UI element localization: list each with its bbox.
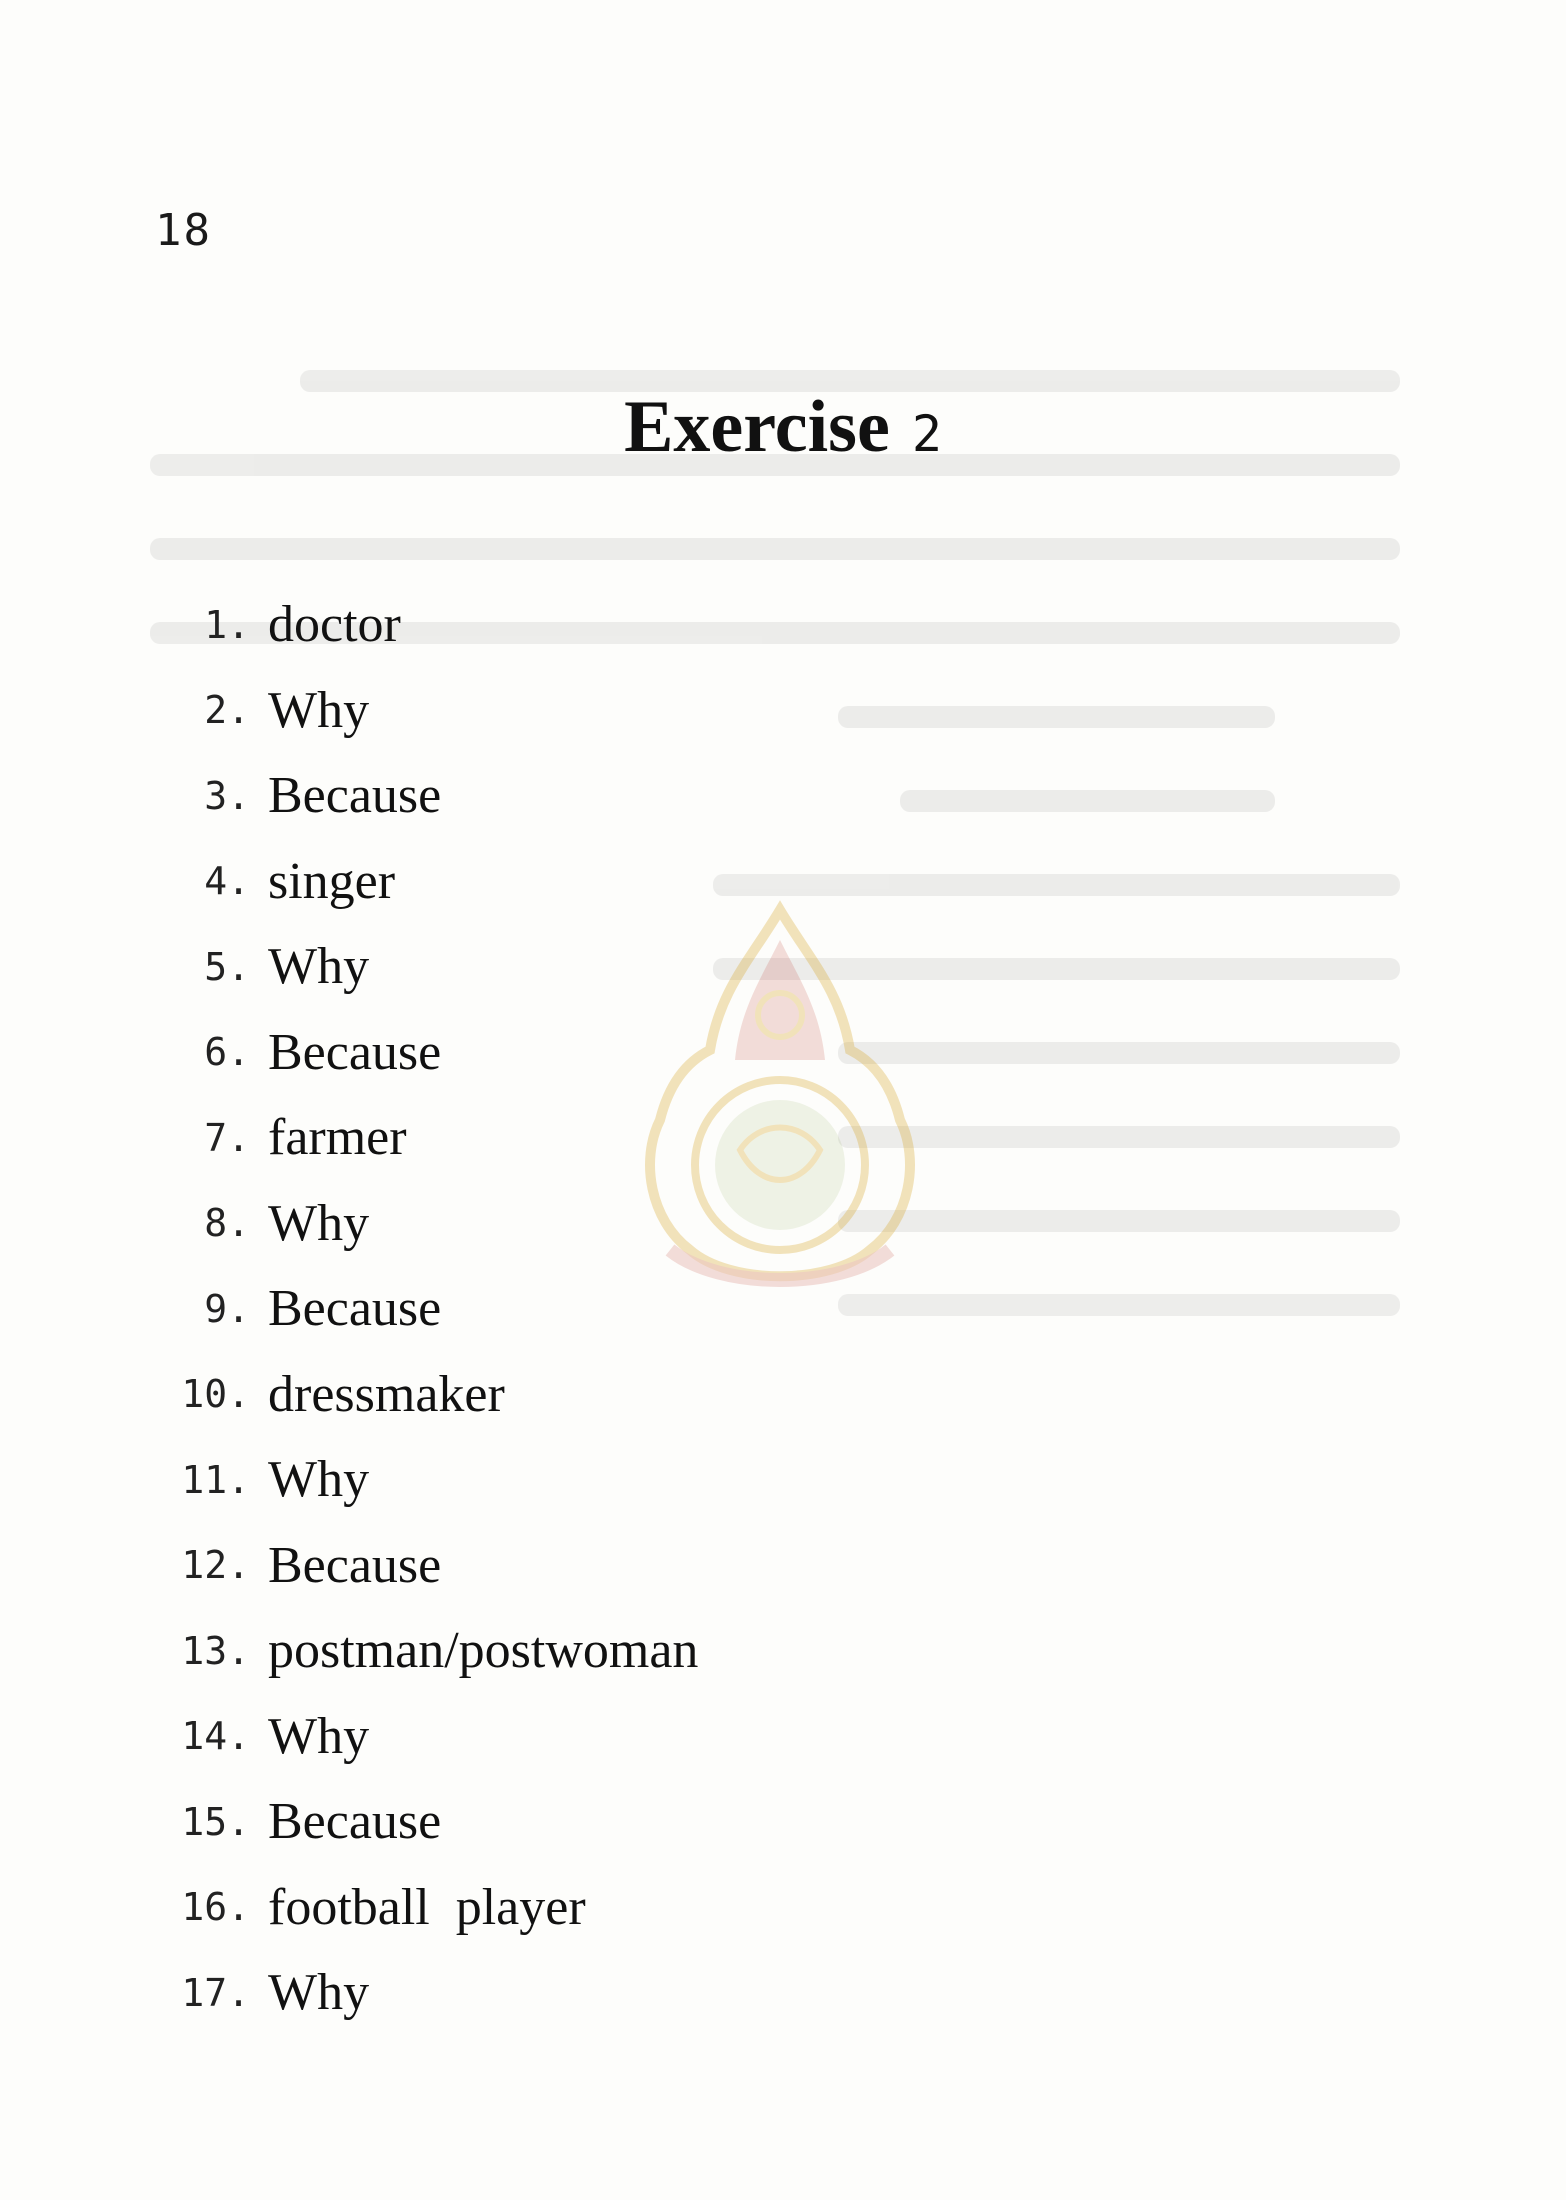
item-number: 16.	[181, 1885, 250, 1930]
list-item	[150, 582, 698, 668]
item-number: 12.	[181, 1543, 250, 1588]
item-text: Why	[268, 681, 370, 739]
list-item	[150, 668, 698, 754]
item-text: Why	[268, 938, 370, 996]
item-text: Why	[268, 1451, 370, 1509]
list-item	[150, 924, 698, 1010]
list-item	[150, 839, 698, 925]
item-text: Why	[268, 1194, 370, 1252]
list-item	[150, 1950, 698, 2036]
list-item	[150, 1523, 698, 1609]
item-text: Because	[268, 767, 442, 825]
page-title	[0, 385, 1566, 470]
title-word: Exercise	[624, 386, 890, 468]
item-text: Because	[268, 1793, 442, 1851]
item-text: Why	[268, 1964, 370, 2022]
list-item	[150, 753, 698, 839]
item-number: 2.	[204, 688, 250, 733]
item-text: Because	[268, 1280, 442, 1338]
list-item	[150, 1608, 698, 1694]
list-item	[150, 1694, 698, 1780]
item-number: 17.	[181, 1970, 250, 2015]
item-number: 15.	[181, 1799, 250, 1844]
item-number: 6.	[204, 1030, 250, 1075]
list-item	[150, 1266, 698, 1352]
item-text: Why	[268, 1707, 370, 1765]
item-number: 10.	[181, 1372, 250, 1417]
list-item	[150, 1865, 698, 1951]
list-item	[150, 1352, 698, 1438]
item-number: 13.	[181, 1628, 250, 1673]
item-number: 1.	[204, 602, 250, 647]
item-number: 11.	[181, 1457, 250, 1502]
item-text: doctor	[268, 596, 401, 654]
title-number: 2	[911, 405, 942, 463]
item-text: Because	[268, 1536, 442, 1594]
item-number: 8.	[204, 1201, 250, 1246]
item-text: postman/postwoman	[268, 1622, 699, 1680]
list-item	[150, 1010, 698, 1096]
item-text: football player	[268, 1878, 586, 1936]
item-number: 5.	[204, 944, 250, 989]
item-number: 7.	[204, 1115, 250, 1160]
list-item	[150, 1095, 698, 1181]
page-number: 18	[155, 205, 212, 256]
item-text: dressmaker	[268, 1365, 505, 1423]
item-number: 14.	[181, 1714, 250, 1759]
item-number: 3.	[204, 773, 250, 818]
list-item	[150, 1779, 698, 1865]
item-text: farmer	[268, 1109, 407, 1167]
item-number: 4.	[204, 859, 250, 904]
list-item	[150, 1181, 698, 1267]
list-item	[150, 1437, 698, 1523]
answer-list	[150, 582, 698, 2036]
item-text: Because	[268, 1023, 442, 1081]
item-number: 9.	[204, 1286, 250, 1331]
item-text: singer	[268, 852, 396, 910]
